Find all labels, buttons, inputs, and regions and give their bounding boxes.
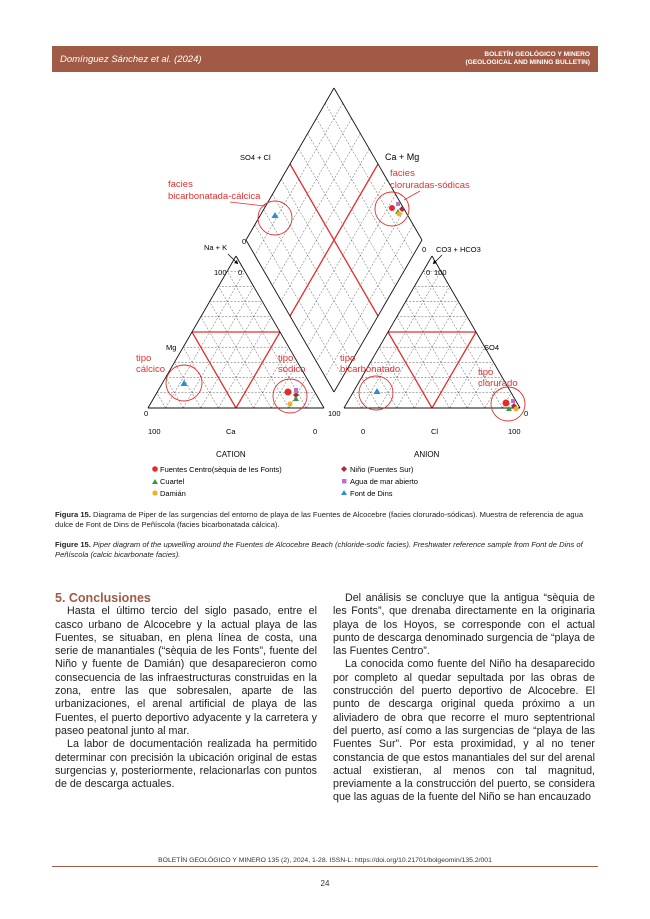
- cation-triangle-grid: [306, 393, 315, 408]
- anno-calcico-2: cálcico: [136, 364, 166, 375]
- caption-en: [55, 540, 595, 560]
- label-100-right: 100: [434, 268, 447, 277]
- anno-clor-2: cloruradas-sódicas: [390, 180, 470, 191]
- piper-diagram: [120, 78, 540, 506]
- section-title: 5. Conclusiones: [55, 591, 151, 605]
- label-0-an-right: 0: [524, 409, 529, 418]
- cation-triangle-grid: [227, 271, 306, 408]
- caption-en-label: Figure 15.: [55, 540, 91, 549]
- anno-bicarb-2: bicarbonatada-cálcica: [168, 191, 261, 202]
- anion-triangle-grid: [362, 271, 441, 408]
- footer-divider: [52, 866, 598, 867]
- marker-damian-diamond: [397, 212, 402, 217]
- legend-marker-centro: [152, 466, 158, 472]
- label-so4: SO4: [484, 343, 500, 352]
- marker-cuartel-cation: [293, 396, 299, 401]
- right-paragraph-1: Del análisis se concluye que la antigua “sèquia de les Fonts”, que drenaba directamente en la originaria playa de los Hoyos, se corresponde con el actual punto de descarga denominado surgencia de “playa de las Fuentes Centro”.: [333, 592, 595, 658]
- left-paragraph-1: Hasta el último tercio del siglo pasado, entre el casco urbano de Alcocebre y la actual playa de las Fuentes, se situaban, en plena línea de costa, una serie de manantiales (“sèquia de les Fonts”, fuente del Niño y fuente de Damián) que desaparecieron como consecuencia de las infraestructuras construidas en la zona, entre las que sobresalen, aparte de las urbanizaciones, el arenal artificial de playa de las Fuentes, el puerto deportivo adyacente y la carretera y paseo peatonal junto al mar.: [55, 605, 317, 737]
- legend: [152, 465, 418, 498]
- header-journal: [465, 51, 590, 67]
- label-0-cat-left: 0: [144, 409, 149, 418]
- legend-marker-mar: [342, 479, 347, 484]
- anion-triangle-grid: [397, 302, 459, 408]
- right-paragraph-2: La conocida como fuente del Niño ha desaparecido por completo al quedar sepultada por las obras de construcción del puerto deportivo de Alcocebre. El punto de descarga original queda próximo a un aliviadero de obra que recorre el muro septentrional del puerto, así como a las surgencias de “playa de las Fuentes Sur”. Por esta proximidad, y al no tener constancia de que estos manantiales del sur del arenal actual existieran, al menos con tal magnitud, previamente a la construcción del puerto, se considera que las aguas de la fuente del Niño se han encauzado: [333, 658, 595, 804]
- legend-marker-damian: [152, 490, 157, 495]
- label-so4-cl: SO4 + Cl: [240, 153, 271, 162]
- label-0-an: 0: [361, 427, 366, 436]
- label-100-cat-right: 100: [328, 409, 341, 418]
- label-0-right: 0: [426, 268, 431, 277]
- legend-marker-font-de-dins: [341, 490, 347, 495]
- label-100-an: 100: [508, 427, 521, 436]
- markers-cluster-diamond: [389, 202, 405, 217]
- marker-cuartel-anion: [506, 406, 512, 411]
- marker-centro-diamond: [389, 205, 395, 211]
- caption-es-label: Figura 15.: [55, 510, 91, 519]
- legend-label-mar: Agua de mar abierto: [350, 477, 418, 486]
- anno-sodico-2: sódico: [278, 364, 306, 375]
- marker-damian-cation: [288, 402, 293, 407]
- caption-en-text: Piper diagram of the upwelling around the Fuentes de Alcocebre Beach (chloride-sodic facies). Freshwater reference sample from Font de Dins of Peñíscola (calcic bicarbonate facies).: [55, 540, 583, 559]
- cation-triangle-grid: [210, 302, 272, 408]
- legend-label-damian: Damián: [160, 489, 186, 498]
- anno-bicarb-1: facies: [168, 179, 193, 190]
- label-0-left: 0: [238, 268, 243, 277]
- anno-bicarb-tipo-2: bicarbonatado: [340, 364, 401, 375]
- header-authors: Domínguez Sánchez et al. (2024): [60, 53, 202, 65]
- footer-citation: BOLETÍN GEOLÓGICO Y MINERO 135 (2), 2024, 1-28. ISSN-L: https://doi.org/10.21701/bolgeomin/135.2/001: [158, 857, 492, 864]
- cation-triangle-grid: [157, 393, 166, 408]
- caption-es: [55, 510, 595, 530]
- label-ca-mg: Ca + Mg: [385, 152, 420, 162]
- legend-label-nino: Niño (Fuentes Sur): [350, 465, 414, 474]
- label-co3-hco3: CO3 + HCO3: [436, 245, 481, 254]
- legend-marker-cuartel: [152, 479, 158, 484]
- cation-division: [192, 332, 236, 408]
- pointer-bicarb: [230, 202, 265, 206]
- marker-damian-anion: [514, 407, 519, 412]
- markers-cluster-cation: [285, 388, 300, 407]
- label-zero-co3: 0: [422, 245, 427, 254]
- anno-bicarb-tipo-1: tipo: [340, 353, 356, 364]
- legend-marker-nino: [341, 466, 347, 472]
- legend-label-centro: Fuentes Centro(sèquia de les Fonts): [160, 465, 282, 474]
- anion-triangle-grid: [406, 302, 468, 408]
- anno-clorurado-1: tipo: [478, 367, 494, 378]
- legend-label-font-de-dins: Font de Dins: [350, 489, 393, 498]
- marker-mar-anion: [511, 399, 515, 403]
- anno-clorurado-2: clorurado: [478, 378, 518, 389]
- page-number: 24: [320, 879, 330, 888]
- label-na-k: Na + K: [204, 243, 228, 252]
- anno-sodico-1: tipo: [278, 353, 294, 364]
- label-anion: ANION: [414, 450, 440, 459]
- label-100-cat: 100: [148, 427, 161, 436]
- label-100-left: 100: [214, 268, 227, 277]
- label-ca: Ca: [226, 427, 236, 436]
- caption-es-text: Diagrama de Piper de las surgencias del entorno de playa de las Fuentes de Alcocebre (facies clorurado-sódicas). Muestra de referencia de agua dulce de Font de Dins de Peñíscola (facies bicarbonatada cálcica).: [55, 510, 584, 529]
- marker-centro-anion: [503, 400, 510, 407]
- marker-centro-cation: [285, 389, 292, 396]
- column-right: [333, 592, 595, 805]
- label-zero-nak: 0: [242, 237, 247, 246]
- journal-name-en: (GEOLOGICAL AND MINING BULLETIN): [465, 59, 590, 66]
- label-cl: Cl: [431, 427, 439, 436]
- label-0-cat: 0: [313, 427, 318, 436]
- journal-name-es: BOLETÍN GEOLÓGICO Y MINERO: [484, 51, 590, 58]
- page-header: [52, 46, 598, 72]
- column-left: [55, 592, 317, 791]
- pointer-clor: [404, 191, 420, 200]
- label-cation: CATION: [216, 450, 246, 459]
- anion-division: [432, 332, 476, 408]
- label-mg: Mg: [166, 343, 177, 352]
- legend-label-cuartel: Cuartel: [160, 477, 185, 486]
- anno-calcico-1: tipo: [136, 353, 152, 364]
- anno-clor-1: facies: [390, 168, 415, 179]
- cation-triangle-grid: [174, 362, 200, 408]
- marker-font-de-dins-diamond: [272, 212, 279, 218]
- marker-mar-cation: [294, 388, 298, 392]
- cation-triangle-grid: [201, 302, 263, 408]
- cation-triangle-grid: [166, 271, 245, 408]
- marker-nino-diamond: [399, 206, 405, 212]
- left-paragraph-2: La labor de documentación realizada ha permitido determinar con precisión la ubicación original de estas surgencias y, posteriormente, relacionarlas con puntos de de descarga actuales.: [55, 738, 317, 791]
- marker-font-de-dins-anion: [374, 388, 381, 394]
- marker-mar-diamond: [396, 202, 400, 206]
